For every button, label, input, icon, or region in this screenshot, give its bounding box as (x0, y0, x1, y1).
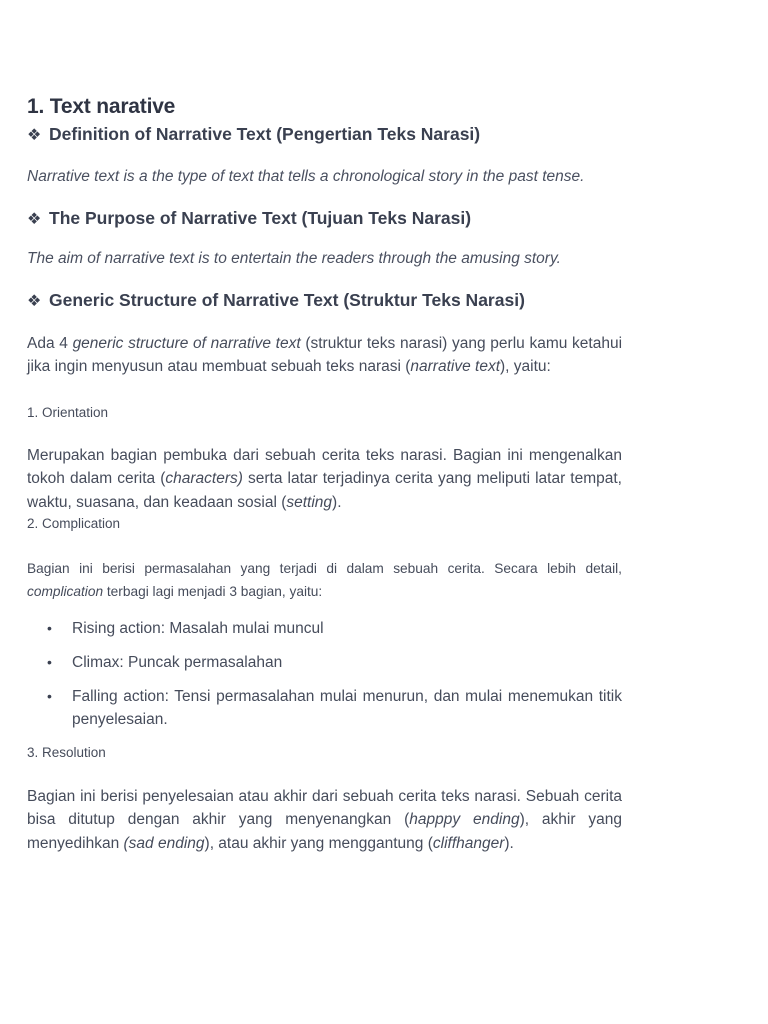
four-diamond-icon: ❖ (27, 292, 42, 310)
purpose-heading (27, 208, 471, 229)
list-item: • Falling action: Tensi permasalahan mulai menurun, dan mulai menemukan titik penyelesaian. (27, 685, 622, 732)
four-diamond-icon: ❖ (27, 126, 42, 144)
list-item: • Rising action: Masalah mulai muncul (27, 617, 622, 640)
four-diamond-icon: ❖ (27, 210, 42, 228)
definition-heading (27, 124, 480, 145)
structure-intro: Ada 4 generic structure of narrative text (struktur teks narasi) yang perlu kamu ketahui jika ingin menyusun atau membuat sebuah teks narasi (narrative text), yaitu: (27, 335, 623, 376)
purpose-text: The aim of narrative text is to entertain the readers through the amusing story. (27, 250, 561, 267)
main-heading (27, 95, 175, 119)
bullet-dot-icon: • (47, 620, 52, 636)
complication-label: 2. Complication (27, 516, 121, 531)
definition-title: Definition of Narrative Text (Pengertian Teks Narasi) (49, 124, 481, 144)
heading-number: 1. (27, 95, 45, 118)
bullet-dot-icon: • (47, 687, 52, 704)
definition-text: Narrative text is a the type of text that tells a chronological story in the past tense. (27, 168, 585, 185)
purpose-title: The Purpose of Narrative Text (Tujuan Teks Narasi) (49, 208, 472, 228)
heading-title: Text narative (49, 95, 176, 118)
list-item: • Climax: Puncak permasalahan (27, 651, 622, 674)
orientation-label: 1. Orientation (27, 405, 109, 420)
structure-heading (27, 290, 525, 311)
complication-text: Bagian ini berisi permasalahan yang terjadi di dalam sebuah cerita. Secara lebih detail, complication terbagi lagi menjadi 3 bagian, yaitu: (27, 561, 622, 599)
bullet-dot-icon: • (47, 653, 52, 670)
complication-list (27, 617, 622, 742)
orientation-text: Merupakan bagian pembuka dari sebuah cerita teks narasi. Bagian ini mengenalkan tokoh dalam cerita (characters) serta latar terjadinya cerita yang meliputi latar tempat, waktu, suasana, dan keadaan sosial (setting). (27, 447, 622, 511)
resolution-label: 3. Resolution (27, 745, 106, 760)
structure-title: Generic Structure of Narrative Text (Struktur Teks Narasi) (49, 290, 525, 310)
resolution-text: Bagian ini berisi penyelesaian atau akhir dari sebuah cerita teks narasi. Sebuah cerita bisa ditutup dengan akhir yang menyenangkan (happpy ending), akhir yang menyedihkan (sad ending), atau akhir yang menggantung (cliffhanger). (27, 788, 622, 852)
